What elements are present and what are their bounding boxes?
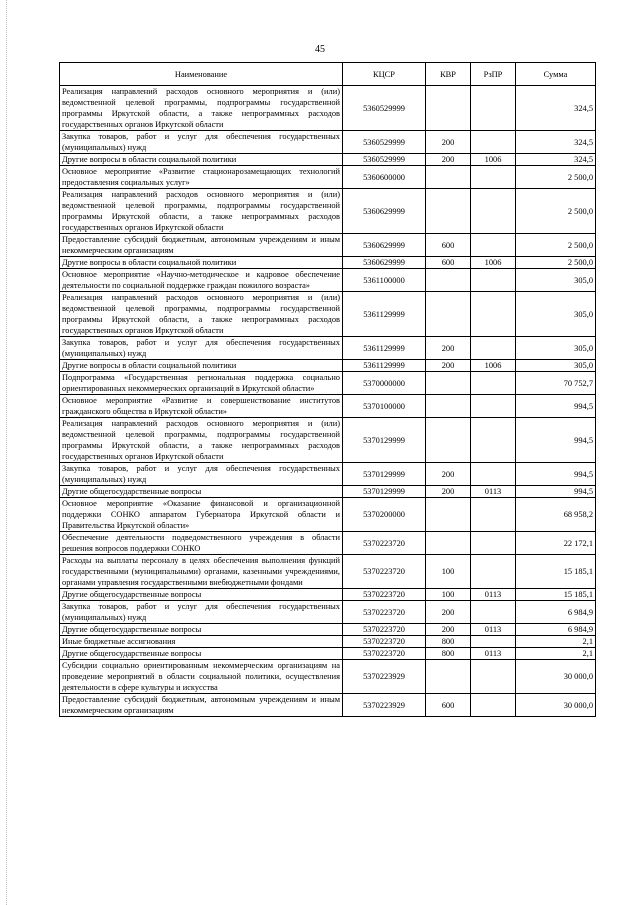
cell-sum: 30 000,0 (516, 694, 596, 717)
scan-edge (6, 0, 7, 905)
table-row (60, 486, 596, 498)
cell-sum: 305,0 (516, 292, 596, 337)
cell-sum: 30 000,0 (516, 660, 596, 694)
cell-rzpr (471, 555, 516, 589)
table-row (60, 257, 596, 269)
cell-rzpr (471, 166, 516, 189)
cell-kcsr: 5370129999 (343, 418, 426, 463)
cell-kcsr: 5370200000 (343, 498, 426, 532)
cell-kcsr: 5361129999 (343, 292, 426, 337)
cell-rzpr (471, 337, 516, 360)
table-row (60, 189, 596, 234)
table-row (60, 395, 596, 418)
table-row (60, 360, 596, 372)
cell-kcsr: 5370223720 (343, 624, 426, 636)
cell-rzpr: 0113 (471, 589, 516, 601)
cell-kcsr: 5370223929 (343, 660, 426, 694)
cell-name: Другие общегосударственные вопросы (60, 486, 343, 498)
cell-sum: 15 185,1 (516, 589, 596, 601)
cell-kvr: 800 (426, 636, 471, 648)
cell-rzpr (471, 660, 516, 694)
cell-sum: 994,5 (516, 418, 596, 463)
cell-name: Обеспечение деятельности подведомственного учреждения в области решения вопросов поддержки СОНКО (60, 532, 343, 555)
cell-sum: 68 958,2 (516, 498, 596, 532)
cell-rzpr: 1006 (471, 154, 516, 166)
cell-kcsr: 5360529999 (343, 86, 426, 131)
table-row (60, 498, 596, 532)
cell-kvr (426, 292, 471, 337)
cell-name: Закупка товаров, работ и услуг для обеспечения государственных (муниципальных) нужд (60, 131, 343, 154)
cell-kcsr: 5370223929 (343, 694, 426, 717)
table-body (60, 86, 596, 717)
cell-sum: 70 752,7 (516, 372, 596, 395)
table-row (60, 660, 596, 694)
cell-name: Основное мероприятие «Оказание финансовой и организационной поддержки СОНКО аппаратом Губернатора Иркутской области и Правительства Иркутской области» (60, 498, 343, 532)
cell-kcsr: 5370100000 (343, 395, 426, 418)
cell-kvr: 600 (426, 234, 471, 257)
cell-kcsr: 5370129999 (343, 463, 426, 486)
table-row (60, 601, 596, 624)
cell-name: Другие общегосударственные вопросы (60, 624, 343, 636)
cell-name: Основное мероприятие «Развитие стационарозамещающих технологий предоставления социальных услуг» (60, 166, 343, 189)
cell-sum: 2 500,0 (516, 234, 596, 257)
cell-sum: 324,5 (516, 131, 596, 154)
cell-rzpr: 0113 (471, 624, 516, 636)
cell-sum: 15 185,1 (516, 555, 596, 589)
header-rzpr: РзПР (471, 63, 516, 86)
cell-rzpr (471, 234, 516, 257)
cell-rzpr (471, 86, 516, 131)
cell-kvr: 200 (426, 337, 471, 360)
cell-rzpr: 1006 (471, 360, 516, 372)
cell-kvr (426, 532, 471, 555)
table-row (60, 636, 596, 648)
cell-name: Закупка товаров, работ и услуг для обеспечения государственных (муниципальных) нужд (60, 601, 343, 624)
cell-rzpr (471, 131, 516, 154)
header-kcsr: КЦСР (343, 63, 426, 86)
cell-sum: 994,5 (516, 486, 596, 498)
cell-sum: 2 500,0 (516, 257, 596, 269)
cell-name: Другие вопросы в области социальной политики (60, 257, 343, 269)
cell-kcsr: 5370223720 (343, 636, 426, 648)
cell-kcsr: 5361100000 (343, 269, 426, 292)
table-row (60, 131, 596, 154)
cell-name: Субсидии социально ориентированным некоммерческим организациям на проведение мероприятий в области социальной политики, осуществления деятельности в сфере культуры и искусства (60, 660, 343, 694)
cell-rzpr (471, 601, 516, 624)
cell-kvr: 200 (426, 624, 471, 636)
cell-name: Реализация направлений расходов основного мероприятия и (или) ведомственной целевой программы, подпрограммы государственной программы Иркутской области, а также непрограммных расходов государственных органов Иркутской области (60, 292, 343, 337)
cell-sum: 305,0 (516, 360, 596, 372)
cell-kvr: 200 (426, 601, 471, 624)
cell-kvr (426, 166, 471, 189)
cell-sum: 2 500,0 (516, 166, 596, 189)
header-sum: Сумма (516, 63, 596, 86)
cell-kvr: 100 (426, 589, 471, 601)
cell-sum: 22 172,1 (516, 532, 596, 555)
table-row (60, 418, 596, 463)
table-row (60, 166, 596, 189)
cell-kcsr: 5360600000 (343, 166, 426, 189)
cell-kvr: 200 (426, 360, 471, 372)
table-row (60, 624, 596, 636)
cell-name: Основное мероприятие «Развитие и совершенствование институтов гражданского общества в Иркутской области» (60, 395, 343, 418)
cell-kcsr: 5370223720 (343, 589, 426, 601)
budget-table (59, 62, 596, 717)
cell-kcsr: 5361129999 (343, 360, 426, 372)
cell-kvr (426, 395, 471, 418)
table-row (60, 269, 596, 292)
cell-kvr: 600 (426, 257, 471, 269)
cell-sum: 2 500,0 (516, 189, 596, 234)
header-kvr: КВР (426, 63, 471, 86)
cell-kcsr: 5370000000 (343, 372, 426, 395)
cell-kvr (426, 372, 471, 395)
table-row (60, 648, 596, 660)
cell-name: Основное мероприятие «Научно-методическое и кадровое обеспечение деятельности по социальной поддержке граждан пожилого возраста» (60, 269, 343, 292)
cell-rzpr (471, 372, 516, 395)
table-header-row (60, 63, 596, 86)
table-row (60, 234, 596, 257)
cell-name: Реализация направлений расходов основного мероприятия и (или) ведомственной целевой программы, подпрограммы государственной программы Иркутской области, а также непрограммных расходов государственных органов Иркутской области (60, 86, 343, 131)
cell-kvr (426, 86, 471, 131)
cell-rzpr (471, 418, 516, 463)
cell-rzpr (471, 292, 516, 337)
cell-kvr: 200 (426, 463, 471, 486)
table-row (60, 372, 596, 395)
cell-name: Другие вопросы в области социальной политики (60, 360, 343, 372)
cell-name: Закупка товаров, работ и услуг для обеспечения государственных (муниципальных) нужд (60, 337, 343, 360)
cell-rzpr (471, 694, 516, 717)
cell-name: Расходы на выплаты персоналу в целях обеспечения выполнения функций государственными (муниципальными) органами, казенными учреждениями, органами управления государственными внебюджетными фондами (60, 555, 343, 589)
cell-kcsr: 5370223720 (343, 601, 426, 624)
cell-kvr: 200 (426, 131, 471, 154)
cell-sum: 994,5 (516, 463, 596, 486)
cell-rzpr: 0113 (471, 648, 516, 660)
cell-kcsr: 5360529999 (343, 131, 426, 154)
cell-kcsr: 5360629999 (343, 234, 426, 257)
table-row (60, 463, 596, 486)
table-row (60, 694, 596, 717)
cell-name: Реализация направлений расходов основного мероприятия и (или) ведомственной целевой программы, подпрограммы государственной программы Иркутской области, а также непрограммных расходов государственных органов Иркутской области (60, 418, 343, 463)
cell-name: Реализация направлений расходов основного мероприятия и (или) ведомственной целевой программы, подпрограммы государственной программы Иркутской области, а также непрограммных расходов государственных органов Иркутской области (60, 189, 343, 234)
table-row (60, 292, 596, 337)
cell-rzpr (471, 395, 516, 418)
cell-kvr: 100 (426, 555, 471, 589)
table-row (60, 154, 596, 166)
cell-sum: 324,5 (516, 86, 596, 131)
cell-kcsr: 5370129999 (343, 486, 426, 498)
cell-name: Другие общегосударственные вопросы (60, 589, 343, 601)
cell-kcsr: 5360629999 (343, 257, 426, 269)
cell-sum: 6 984,9 (516, 601, 596, 624)
cell-kvr (426, 660, 471, 694)
table-row (60, 589, 596, 601)
cell-rzpr (471, 269, 516, 292)
cell-name: Закупка товаров, работ и услуг для обеспечения государственных (муниципальных) нужд (60, 463, 343, 486)
cell-sum: 305,0 (516, 337, 596, 360)
cell-kcsr: 5370223720 (343, 648, 426, 660)
cell-kcsr: 5360629999 (343, 189, 426, 234)
cell-sum: 994,5 (516, 395, 596, 418)
cell-kvr (426, 498, 471, 532)
cell-name: Иные бюджетные ассигнования (60, 636, 343, 648)
cell-kvr: 600 (426, 694, 471, 717)
cell-kvr: 200 (426, 486, 471, 498)
page-number: 45 (315, 44, 325, 55)
cell-kcsr: 5360529999 (343, 154, 426, 166)
cell-rzpr (471, 189, 516, 234)
table-row (60, 555, 596, 589)
cell-rzpr: 0113 (471, 486, 516, 498)
cell-sum: 324,5 (516, 154, 596, 166)
cell-rzpr (471, 498, 516, 532)
cell-kvr (426, 269, 471, 292)
cell-kvr (426, 189, 471, 234)
cell-name: Предоставление субсидий бюджетным, автономным учреждениям и иным некоммерческим организациям (60, 694, 343, 717)
cell-sum: 6 984,9 (516, 624, 596, 636)
header-name: Наименование (60, 63, 343, 86)
cell-rzpr: 1006 (471, 257, 516, 269)
cell-sum: 305,0 (516, 269, 596, 292)
cell-kvr: 200 (426, 154, 471, 166)
cell-rzpr (471, 532, 516, 555)
cell-kvr: 800 (426, 648, 471, 660)
cell-sum: 2,1 (516, 648, 596, 660)
cell-rzpr (471, 636, 516, 648)
cell-name: Другие общегосударственные вопросы (60, 648, 343, 660)
cell-name: Предоставление субсидий бюджетным, автономным учреждениям и иным некоммерческим организациям (60, 234, 343, 257)
cell-name: Другие вопросы в области социальной политики (60, 154, 343, 166)
cell-kcsr: 5370223720 (343, 555, 426, 589)
cell-kvr (426, 418, 471, 463)
cell-kcsr: 5370223720 (343, 532, 426, 555)
cell-name: Подпрограмма «Государственная региональная поддержка социально ориентированных некоммерческих организаций в Иркутской области» (60, 372, 343, 395)
cell-rzpr (471, 463, 516, 486)
table-row (60, 86, 596, 131)
table-row (60, 337, 596, 360)
table-row (60, 532, 596, 555)
cell-sum: 2,1 (516, 636, 596, 648)
cell-kcsr: 5361129999 (343, 337, 426, 360)
